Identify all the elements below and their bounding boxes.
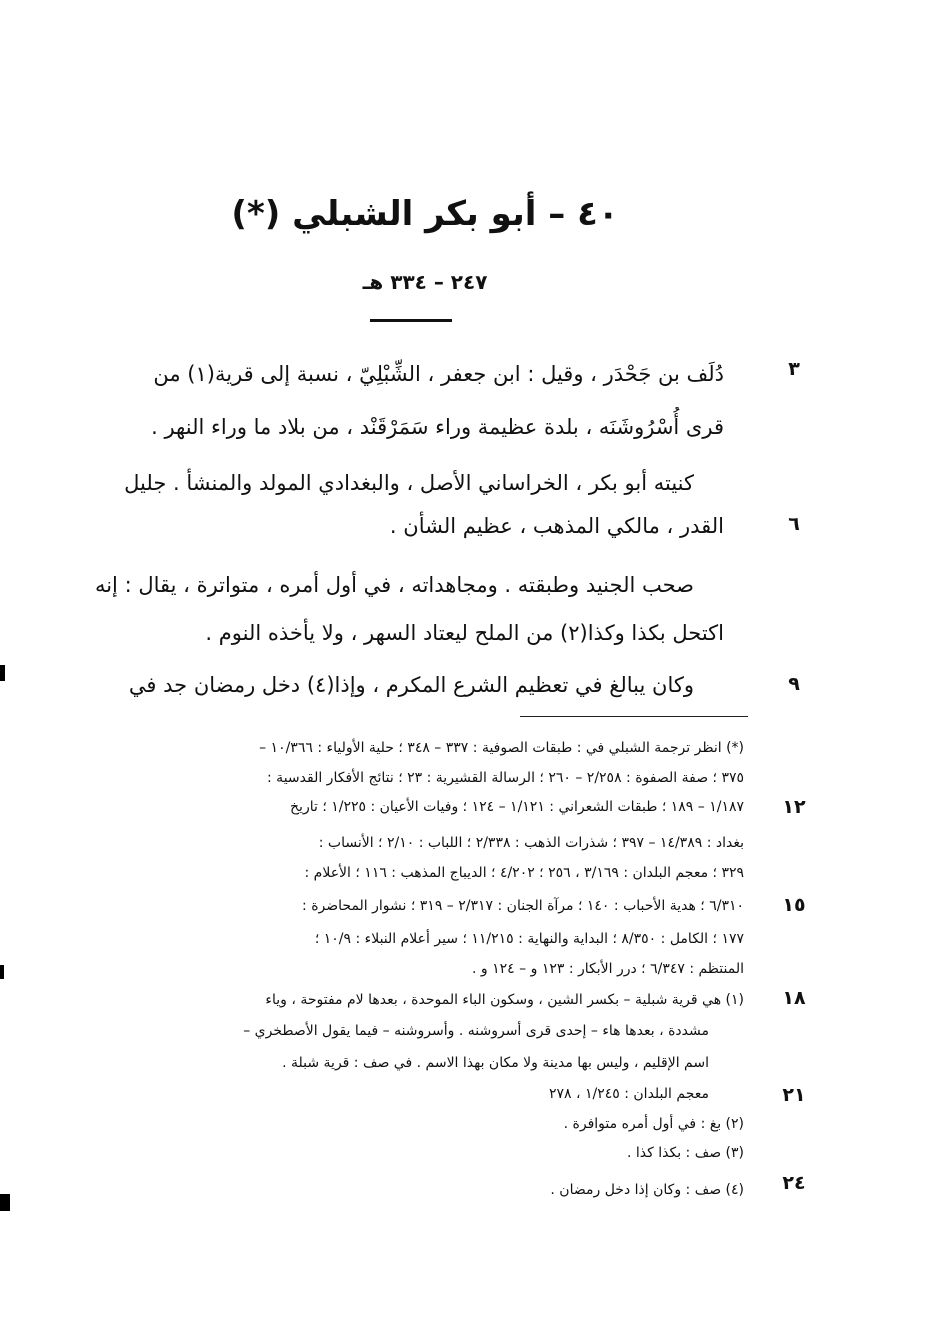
footnote-line: (٣) صف : بكذا كذا . [626,1145,744,1161]
footnote-line: ١/١٨٧ – ١٨٩ ؛ طبقات الشعراني : ١/١٢١ – ١٢٤ ؛ وفيات الأعيان : ١/٢٢٥ ؛ تاريخ [290,799,744,815]
body-line: صحب الجنيد وطبقته . ومجاهداته ، في أول أمره ، متواترة ، يقال : إنه [94,573,694,597]
chapter-dates: ٢٤٧ – ٣٣٤ هـ [362,270,488,294]
body-line: دُلَف بن جَحْدَر ، وقيل : ابن جعفر ، الشِّبْلِيّ ، نسبة إلى قرية(١) من [153,362,724,386]
scan-mark [0,1194,10,1211]
line-number: ٦ [788,513,800,535]
footnote-line: (٢) بغ : في أول أمره متوافرة . [563,1116,744,1132]
scan-mark [0,965,4,979]
footnote-line: معجم البلدان : ١/٢٤٥ ، ٢٧٨ [549,1086,709,1102]
footnote-line: بغداد : ١٤/٣٨٩ – ٣٩٧ ؛ شذرات الذهب : ٢/٣٣٨ ؛ اللباب : ٢/١٠ ؛ الأنساب : [318,835,744,851]
body-line: وكان يبالغ في تعظيم الشرع المكرم ، وإذا(٤) دخل رمضان جد في [128,673,694,697]
footnote-line: (٤) صف : وكان إذا دخل رمضان . [550,1182,744,1198]
line-number: ٣ [788,358,800,380]
line-number: ١٨ [782,987,806,1009]
footnote-line: ١٧٧ ؛ الكامل : ٨/٣٥٠ ؛ البداية والنهاية : ١١/٢١٥ ؛ سير أعلام النبلاء : ١٠/٩ ؛ [314,931,744,947]
footnote-line: المنتظم : ٦/٣٤٧ ؛ درر الأبكار : ١٢٣ و – ١٢٤ و . [472,961,744,977]
footnote-separator [520,716,748,717]
line-number: ٢١ [782,1084,806,1106]
line-number: ٩ [788,673,800,695]
line-number: ١٥ [782,894,806,916]
title-rule [370,319,452,322]
footnote-line: (*) انظر ترجمة الشبلي في : طبقات الصوفية : ٣٣٧ – ٣٤٨ ؛ حلية الأولياء : ١٠/٣٦٦ – [259,740,744,756]
body-line: اكتحل بكذا وكذا(٢) من الملح ليعتاد السهر ، ولا يأخذه النوم . [205,621,724,645]
footnote-line: مشددة ، بعدها هاء – إحدى قرى أسروشنه . وأسروشنه – فيما يقول الأصطخري – [243,1023,709,1039]
footnote-line: ٣٢٩ ؛ معجم البلدان : ٣/١٦٩ ، ٢٥٦ ؛ ٤/٢٠٢ ؛ الديباج المذهب : ١١٦ ؛ الأعلام : [304,865,744,881]
chapter-title: ٤٠ – أبو بكر الشبلي (*) [231,194,619,234]
footnote-line: اسم الإقليم ، وليس بها مدينة ولا مكان بهذا الاسم . في صف : قرية شبلة . [282,1055,709,1071]
body-line: كنيته أبو بكر ، الخراساني الأصل ، والبغدادي المولد والمنشأ . جليل [124,471,694,495]
footnote-line: (١) هي قرية شبلية – بكسر الشين ، وسكون الباء الموحدة ، بعدها لام مفتوحة ، وياء [265,992,744,1008]
line-number: ١٢ [782,796,806,818]
body-line: القدر ، مالكي المذهب ، عظيم الشأن . [389,514,724,538]
body-line: قرى أُسْرُوشَنَه ، بلدة عظيمة وراء سَمَرْقَنْد ، من بلاد ما وراء النهر . [151,415,724,439]
line-number: ٢٤ [782,1172,806,1194]
footnote-line: ٦/٣١٠ ؛ هدية الأحباب : ١٤٠ ؛ مرآة الجنان : ٢/٣١٧ – ٣١٩ ؛ نشوار المحاضرة : [302,898,744,914]
footnote-line: ٣٧٥ ؛ صفة الصفوة : ٢/٢٥٨ – ٢٦٠ ؛ الرسالة القشيرية : ٢٣ ؛ نتائج الأفكار القدسية : [267,770,744,786]
scan-mark [0,665,5,681]
